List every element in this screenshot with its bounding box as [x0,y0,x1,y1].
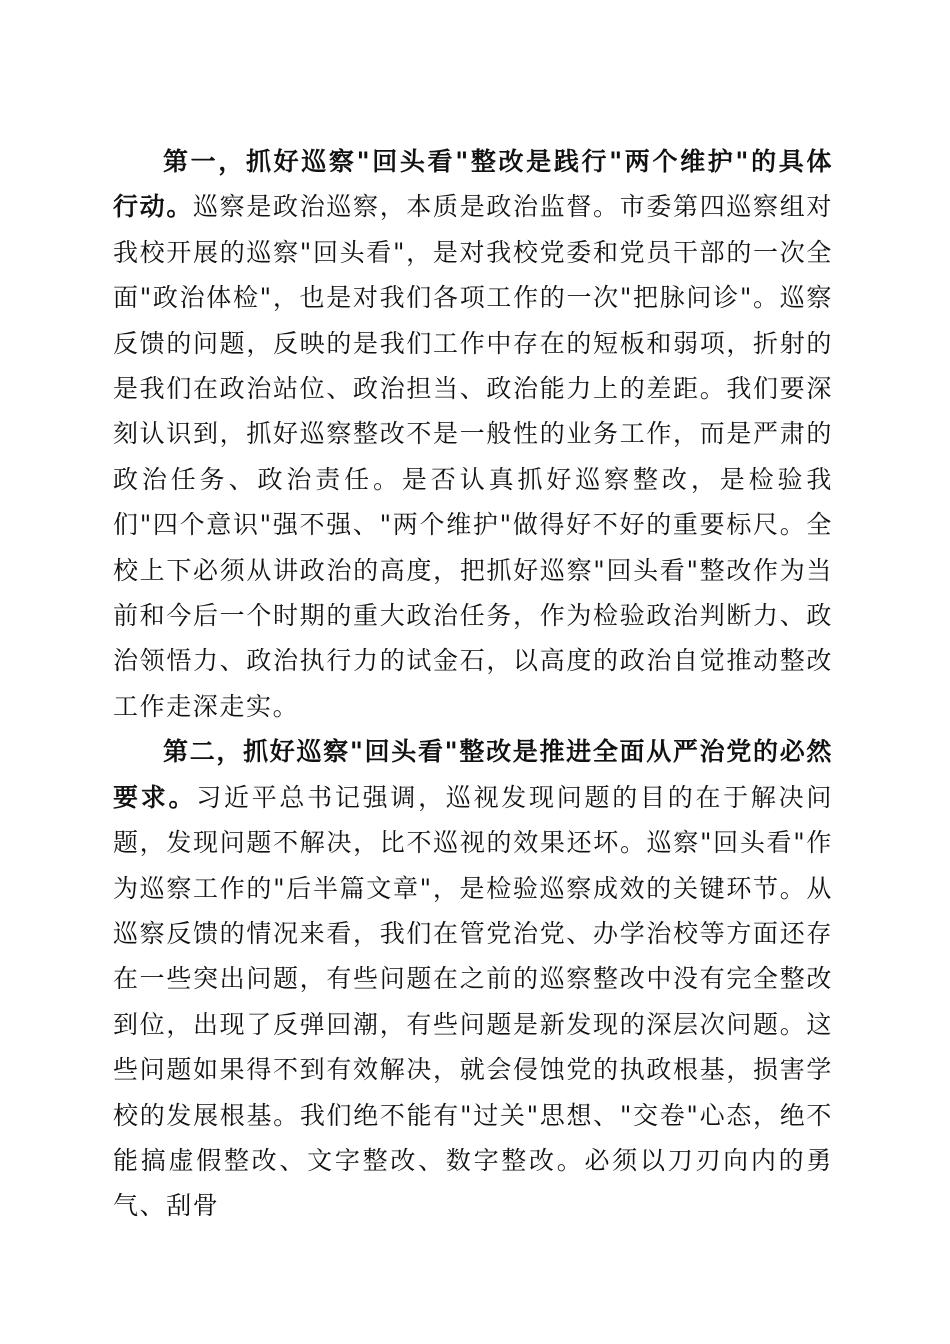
document-body [113,139,833,1229]
paragraph-1-lead: 第一，抓好巡察"回头看"整改是践行"两个维护"的具体行动。 [113,147,833,222]
paragraph-1 [113,139,833,729]
paragraph-1-text: 巡察是政治巡察，本质是政治监督。市委第四巡察组对我校开展的巡察"回头看"，是对我校党委和党员干部的一次全面"政治体检"，也是对我们各项工作的一次"把脉问诊"。巡察反馈的问题，反映的是我们工作中存在的短板和弱项，折射的是我们在政治站位、政治担当、政治能力上的差距。我们要深刻认识到，抓好巡察整改不是一般性的业务工作，而是严肃的政治任务、政治责任。是否认真抓好巡察整改，是检验我们"四个意识"强不强、"两个维护"做得好不好的重要标尺。全校上下必须从讲政治的高度，把抓好巡察"回头看"整改作为当前和今后一个时期的重大政治任务，作为检验政治判断力、政治领悟力、政治执行力的试金石，以高度的政治自觉推动整改工作走深走实。 [113,192,833,721]
paragraph-2-lead: 第二，抓好巡察"回头看"整改是推进全面从严治党的必然要求。 [113,737,833,812]
paragraph-2-text: 习近平总书记强调，巡视发现问题的目的在于解决问题，发现问题不解决，比不巡视的效果还坏。巡察"回头看"作为巡察工作的"后半篇文章"，是检验巡察成效的关键环节。从巡察反馈的情况来看，我们在管党治党、办学治校等方面还存在一些突出问题，有些问题在之前的巡察整改中没有完全整改到位，出现了反弹回潮，有些问题是新发现的深层次问题。这些问题如果得不到有效解决，就会侵蚀党的执政根基，损害学校的发展根基。我们绝不能有"过关"思想、"交卷"心态，绝不能搞虚假整改、文字整改、数字整改。必须以刀刃向内的勇气、刮骨 [113,782,833,1221]
paragraph-2 [113,729,833,1228]
